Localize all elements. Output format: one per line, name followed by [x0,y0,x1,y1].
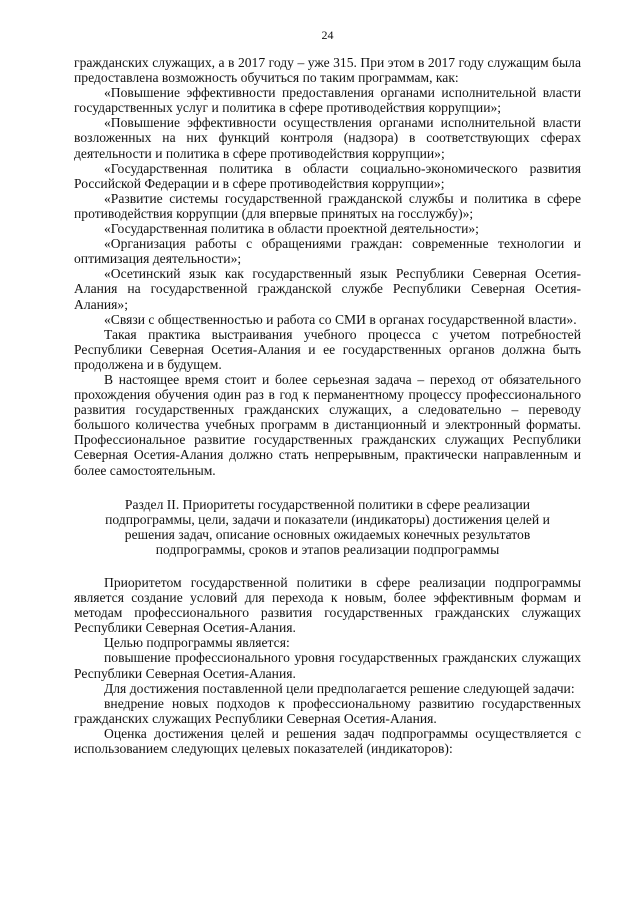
section-heading [74,497,581,557]
program-list-item: «Развитие системы государственной гражданской службы и политика в сфере противодействия коррупции (для впервые принятых на госслужбу)»; [74,190,581,221]
program-list-item: «Государственная политика в области социально-экономического развития Российской Федерации и в сфере противодействия коррупции»; [74,160,581,191]
paragraph: Целью подпрограммы является: [104,635,290,651]
program-list-item: «Государственная политика в области проектной деятельности»; [104,221,479,237]
page-number: 24 [321,28,334,42]
section-heading-text: Раздел II. Приоритеты государственной политики в сфере реализации подпрограммы, цели, задачи и показатели (индикаторы) достижения целей и решения задач, описание основных ожидаемых конечных результатов подпрограммы, сроков и этапов реализации подпрограммы [105,496,550,557]
paragraph: Оценка достижения целей и решения задач подпрограммы осуществляется с использованием следующих целевых показателей (индикаторов): [74,725,581,757]
program-list-item: «Связи с общественностью и работа со СМИ в органах государственной власти». [104,311,577,327]
paragraph: Для достижения поставленной цели предполагается решение следующей задачи: [104,680,575,696]
paragraph: внедрение новых подходов к профессиональному развитию государственных гражданских служащих Республики Северная Осетия-Алания. [74,695,581,726]
program-list-item: «Повышение эффективности осуществления органами исполнительной власти возложенных на них функций контроля (надзора) в соответствующих сферах деятельности и политика в сфере противодействия коррупции»; [74,115,581,161]
paragraph: Приоритетом государственной политики в сфере реализации подпрограммы является создание условий для перехода к новым, более эффективным формам и методам профессионального развития государственных гражданских служащих Республики Северная Осетия-Алания. [74,575,581,636]
body-text-bottom [74,575,581,756]
document-page [74,28,581,756]
program-list-item: «Повышение эффективности предоставления органами исполнительной власти государственных услуг и политика в сфере противодействия коррупции»; [74,85,581,116]
program-list-item: «Осетинский язык как государственный язык Республики Северная Осетия-Алания на государственной гражданской службе Республики Северная Осетия-Алания»; [74,266,581,312]
program-list-item: «Организация работы с обращениями граждан: современные технологии и оптимизация деятельности»; [74,236,581,267]
paragraph: повышение профессионального уровня государственных гражданских служащих Республики Северная Осетия-Алания. [74,650,581,681]
paragraph: В настоящее время стоит и более серьезная задача – переход от обязательного прохождения обучения один раз в год к перманентному процессу профессионального развития государственных гражданских служащих, а следовательно – переводу большого количества учебных программ в дистанционный и электронный форматы. Профессиональное развитие государственных гражданских служащих Республики Северная Осетия-Алания должно стать непрерывным, практически направленным и более самостоятельным. [74,371,581,478]
paragraph: Такая практика выстраивания учебного процесса с учетом потребностей Республики Северная Осетия-Алания и ее государственных органов должна быть продолжена и в будущем. [74,326,581,372]
body-text-top [74,55,581,478]
paragraph: гражданских служащих, а в 2017 году – уже 315. При этом в 2017 году служащим была предоставлена возможность обучиться по таким программам, как: [74,55,581,86]
